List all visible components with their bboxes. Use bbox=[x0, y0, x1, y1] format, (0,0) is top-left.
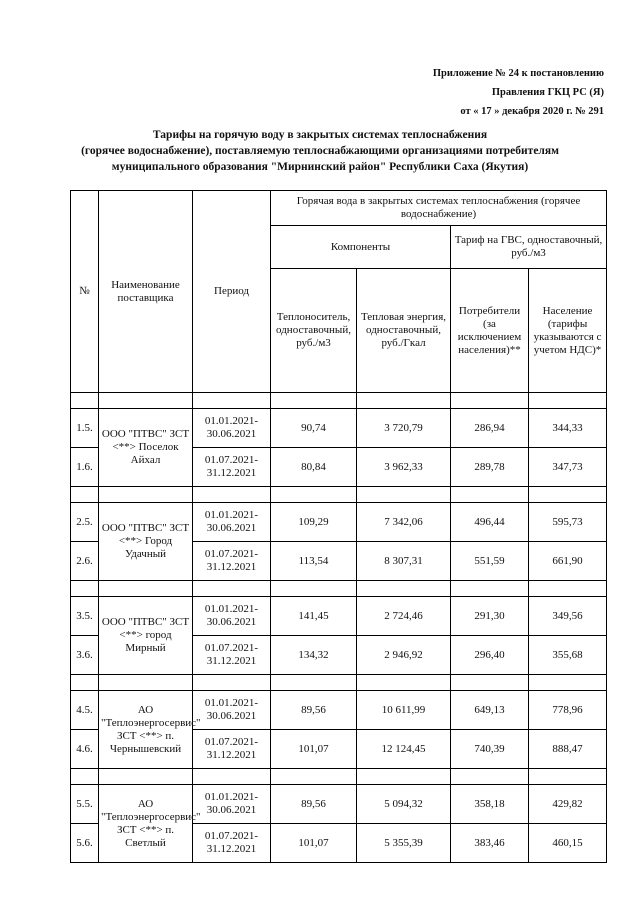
heat-value: 10 611,99 bbox=[357, 691, 451, 730]
spacer-cell bbox=[451, 487, 529, 503]
group-spacer bbox=[71, 675, 607, 691]
header-tariff: Тариф на ГВС, одноставочный, руб./м3 bbox=[451, 226, 607, 269]
group-spacer bbox=[71, 487, 607, 503]
period-cell: 01.01.2021-30.06.2021 bbox=[193, 691, 271, 730]
coolant-value: 113,54 bbox=[271, 542, 357, 581]
population-value: 888,47 bbox=[529, 730, 607, 769]
spacer-cell bbox=[357, 675, 451, 691]
heat-value: 12 124,45 bbox=[357, 730, 451, 769]
consumers-value: 291,30 bbox=[451, 597, 529, 636]
consumers-value: 296,40 bbox=[451, 636, 529, 675]
header-consumers: Потребители (за исключением населения)** bbox=[451, 269, 529, 393]
spacer-cell bbox=[99, 581, 193, 597]
row-number: 5.5. bbox=[71, 785, 99, 824]
period-cell: 01.07.2021-31.12.2021 bbox=[193, 730, 271, 769]
spacer-cell bbox=[529, 393, 607, 409]
coolant-value: 141,45 bbox=[271, 597, 357, 636]
spacer-cell bbox=[271, 581, 357, 597]
spacer-cell bbox=[271, 487, 357, 503]
spacer-cell bbox=[99, 487, 193, 503]
coolant-value: 101,07 bbox=[271, 730, 357, 769]
tariff-table bbox=[70, 190, 607, 863]
spacer-cell bbox=[357, 581, 451, 597]
consumers-value: 649,13 bbox=[451, 691, 529, 730]
consumers-value: 383,46 bbox=[451, 824, 529, 863]
spacer-cell bbox=[71, 675, 99, 691]
spacer-cell bbox=[271, 769, 357, 785]
spacer-cell bbox=[451, 769, 529, 785]
population-value: 347,73 bbox=[529, 448, 607, 487]
spacer-cell bbox=[357, 769, 451, 785]
period-cell: 01.01.2021-30.06.2021 bbox=[193, 409, 271, 448]
spacer-cell bbox=[529, 581, 607, 597]
heat-value: 5 355,39 bbox=[357, 824, 451, 863]
row-number: 3.5. bbox=[71, 597, 99, 636]
spacer-cell bbox=[193, 675, 271, 691]
supplier-name: ООО "ПТВС" ЗСТ <**> город Мирный bbox=[99, 597, 193, 675]
population-value: 355,68 bbox=[529, 636, 607, 675]
header-supplier: Наименование поставщика bbox=[99, 191, 193, 393]
group-spacer bbox=[71, 393, 607, 409]
title-line-1: Тарифы на горячую воду в закрытых системах теплоснабжения bbox=[152, 129, 488, 141]
appendix-line-3: от « 17 » декабря 2020 г. № 291 bbox=[460, 106, 604, 117]
spacer-cell bbox=[357, 487, 451, 503]
coolant-value: 101,07 bbox=[271, 824, 357, 863]
spacer-cell bbox=[451, 675, 529, 691]
spacer-cell bbox=[193, 393, 271, 409]
heat-value: 3 962,33 bbox=[357, 448, 451, 487]
period-cell: 01.01.2021-30.06.2021 bbox=[193, 597, 271, 636]
spacer-cell bbox=[99, 393, 193, 409]
header-heat: Тепловая энергия, одноставочный, руб./Гкал bbox=[357, 269, 451, 393]
supplier-name: ООО "ПТВС" ЗСТ <**> Поселок Айхал bbox=[99, 409, 193, 487]
population-value: 429,82 bbox=[529, 785, 607, 824]
consumers-value: 551,59 bbox=[451, 542, 529, 581]
row-number: 2.5. bbox=[71, 503, 99, 542]
spacer-cell bbox=[529, 487, 607, 503]
coolant-value: 89,56 bbox=[271, 691, 357, 730]
heat-value: 8 307,31 bbox=[357, 542, 451, 581]
row-number: 4.5. bbox=[71, 691, 99, 730]
title-line-3: муниципального образования "Мирнинский район" Республики Саха (Якутия) bbox=[111, 161, 529, 173]
spacer-cell bbox=[451, 581, 529, 597]
heat-value: 2 724,46 bbox=[357, 597, 451, 636]
population-value: 349,56 bbox=[529, 597, 607, 636]
heat-value: 2 946,92 bbox=[357, 636, 451, 675]
consumers-value: 358,18 bbox=[451, 785, 529, 824]
period-cell: 01.07.2021-31.12.2021 bbox=[193, 448, 271, 487]
supplier-name: АО "Теплоэнергосервис" ЗСТ <**> п. Светлый bbox=[99, 785, 193, 863]
spacer-cell bbox=[271, 393, 357, 409]
row-number: 3.6. bbox=[71, 636, 99, 675]
row-number: 2.6. bbox=[71, 542, 99, 581]
header-components: Компоненты bbox=[271, 226, 451, 269]
population-value: 595,73 bbox=[529, 503, 607, 542]
consumers-value: 740,39 bbox=[451, 730, 529, 769]
spacer-cell bbox=[193, 487, 271, 503]
coolant-value: 109,29 bbox=[271, 503, 357, 542]
spacer-cell bbox=[71, 393, 99, 409]
spacer-cell bbox=[71, 769, 99, 785]
population-value: 344,33 bbox=[529, 409, 607, 448]
spacer-cell bbox=[529, 769, 607, 785]
consumers-value: 286,94 bbox=[451, 409, 529, 448]
heat-value: 7 342,06 bbox=[357, 503, 451, 542]
header-population: Население (тарифы указываются с учетом НДС)* bbox=[529, 269, 607, 393]
table-row bbox=[71, 409, 607, 448]
header-coolant: Теплоноситель, одноставочный, руб./м3 bbox=[271, 269, 357, 393]
spacer-cell bbox=[99, 675, 193, 691]
table-row bbox=[71, 691, 607, 730]
population-value: 778,96 bbox=[529, 691, 607, 730]
spacer-cell bbox=[271, 675, 357, 691]
header-period: Период bbox=[193, 191, 271, 393]
spacer-cell bbox=[99, 769, 193, 785]
spacer-cell bbox=[71, 581, 99, 597]
consumers-value: 496,44 bbox=[451, 503, 529, 542]
spacer-cell bbox=[357, 393, 451, 409]
appendix-note bbox=[433, 64, 604, 121]
row-number: 1.6. bbox=[71, 448, 99, 487]
period-cell: 01.01.2021-30.06.2021 bbox=[193, 785, 271, 824]
row-number: 1.5. bbox=[71, 409, 99, 448]
row-number: 5.6. bbox=[71, 824, 99, 863]
period-cell: 01.07.2021-31.12.2021 bbox=[193, 824, 271, 863]
coolant-value: 80,84 bbox=[271, 448, 357, 487]
table-row bbox=[71, 785, 607, 824]
period-cell: 01.01.2021-30.06.2021 bbox=[193, 503, 271, 542]
header-num: № bbox=[71, 191, 99, 393]
spacer-cell bbox=[71, 487, 99, 503]
coolant-value: 90,74 bbox=[271, 409, 357, 448]
row-number: 4.6. bbox=[71, 730, 99, 769]
appendix-line-1: Приложение № 24 к постановлению bbox=[432, 68, 604, 79]
group-spacer bbox=[71, 769, 607, 785]
period-cell: 01.07.2021-31.12.2021 bbox=[193, 636, 271, 675]
spacer-cell bbox=[193, 581, 271, 597]
header-hot-water: Горячая вода в закрытых системах теплоснабжения (горячее водоснабжение) bbox=[271, 191, 607, 226]
group-spacer bbox=[71, 581, 607, 597]
supplier-name: ООО "ПТВС" ЗСТ <**> Город Удачный bbox=[99, 503, 193, 581]
heat-value: 5 094,32 bbox=[357, 785, 451, 824]
period-cell: 01.07.2021-31.12.2021 bbox=[193, 542, 271, 581]
table-row bbox=[71, 597, 607, 636]
population-value: 661,90 bbox=[529, 542, 607, 581]
spacer-cell bbox=[529, 675, 607, 691]
supplier-name: АО "Теплоэнергосервис" ЗСТ <**> п. Чернышевский bbox=[99, 691, 193, 769]
consumers-value: 289,78 bbox=[451, 448, 529, 487]
spacer-cell bbox=[451, 393, 529, 409]
population-value: 460,15 bbox=[529, 824, 607, 863]
appendix-line-2: Правления ГКЦ РС (Я) bbox=[491, 87, 604, 98]
document-title bbox=[40, 127, 600, 175]
table-row bbox=[71, 503, 607, 542]
heat-value: 3 720,79 bbox=[357, 409, 451, 448]
coolant-value: 89,56 bbox=[271, 785, 357, 824]
coolant-value: 134,32 bbox=[271, 636, 357, 675]
title-line-2: (горячее водоснабжение), поставляемую теплоснабжающими организациями потребителям bbox=[81, 145, 559, 157]
spacer-cell bbox=[193, 769, 271, 785]
